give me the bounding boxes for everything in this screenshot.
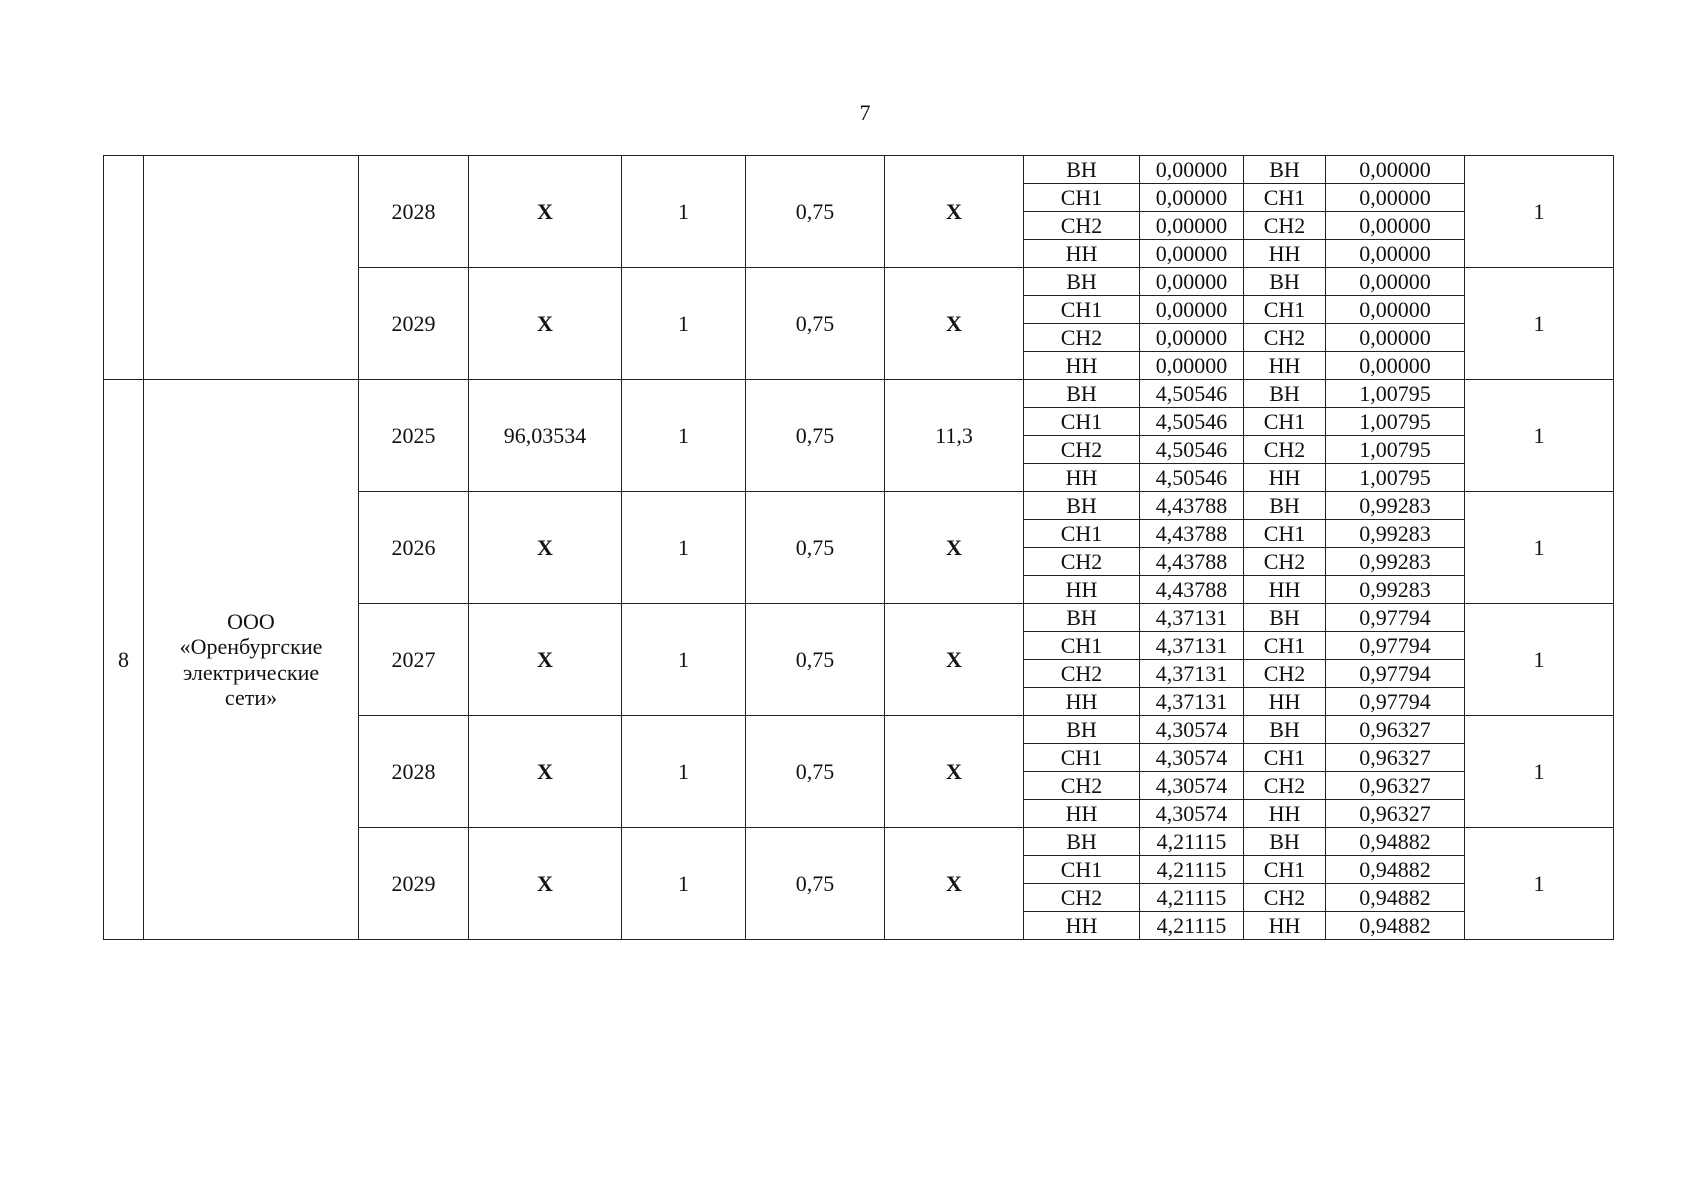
coefficient-cell: 1 — [1465, 604, 1614, 716]
value-cell-1: X — [469, 268, 622, 380]
year-cell: 2028 — [359, 156, 469, 268]
value-cell-4: 11,3 — [885, 380, 1024, 492]
voltage-level-label: СН1 — [1244, 856, 1326, 884]
tariff-value: 0,99283 — [1326, 576, 1465, 604]
voltage-level-label: СН1 — [1244, 520, 1326, 548]
voltage-level-label: СН2 — [1024, 212, 1140, 240]
row-number-cell: 8 — [104, 380, 144, 940]
tariff-value: 0,94882 — [1326, 912, 1465, 940]
value-cell-2: 1 — [622, 380, 746, 492]
voltage-level-label: НН — [1244, 352, 1326, 380]
voltage-level-label: ВН — [1244, 716, 1326, 744]
value-cell-2: 1 — [622, 716, 746, 828]
voltage-level-label: НН — [1244, 576, 1326, 604]
voltage-level-label: СН2 — [1244, 772, 1326, 800]
voltage-level-label: СН1 — [1244, 744, 1326, 772]
voltage-level-label: НН — [1024, 240, 1140, 268]
value-cell-2: 1 — [622, 828, 746, 940]
tariff-value: 0,97794 — [1326, 688, 1465, 716]
tariff-value: 4,50546 — [1140, 380, 1244, 408]
tariff-value: 0,00000 — [1326, 156, 1465, 184]
voltage-level-label: СН1 — [1024, 184, 1140, 212]
voltage-level-label: НН — [1024, 912, 1140, 940]
voltage-level-label: СН1 — [1024, 296, 1140, 324]
tariff-table — [103, 155, 1614, 940]
voltage-level-label: ВН — [1244, 380, 1326, 408]
organization-cell — [144, 156, 359, 380]
voltage-level-label: НН — [1024, 800, 1140, 828]
value-cell-1: X — [469, 156, 622, 268]
value-cell-4: X — [885, 156, 1024, 268]
voltage-level-label: СН2 — [1024, 884, 1140, 912]
value-cell-3: 0,75 — [746, 156, 885, 268]
tariff-value: 1,00795 — [1326, 436, 1465, 464]
value-cell-1: X — [469, 828, 622, 940]
voltage-level-label: СН2 — [1244, 324, 1326, 352]
voltage-level-label: СН1 — [1244, 184, 1326, 212]
voltage-level-label: СН2 — [1024, 548, 1140, 576]
tariff-value: 0,00000 — [1326, 240, 1465, 268]
tariff-value: 0,00000 — [1326, 296, 1465, 324]
coefficient-cell: 1 — [1465, 492, 1614, 604]
value-cell-1: X — [469, 492, 622, 604]
tariff-value: 1,00795 — [1326, 380, 1465, 408]
voltage-level-label: ВН — [1024, 604, 1140, 632]
tariff-value: 1,00795 — [1326, 408, 1465, 436]
coefficient-cell: 1 — [1465, 716, 1614, 828]
tariff-value: 0,99283 — [1326, 520, 1465, 548]
table-row — [104, 156, 1614, 184]
organization-name-line: электрические — [182, 659, 320, 685]
tariff-value: 0,96327 — [1326, 772, 1465, 800]
tariff-value: 0,96327 — [1326, 800, 1465, 828]
voltage-level-label: СН1 — [1244, 408, 1326, 436]
voltage-level-label: СН1 — [1244, 632, 1326, 660]
voltage-level-label: СН2 — [1244, 212, 1326, 240]
voltage-level-label: НН — [1244, 464, 1326, 492]
value-cell-2: 1 — [622, 604, 746, 716]
voltage-level-label: СН2 — [1024, 324, 1140, 352]
year-cell: 2027 — [359, 604, 469, 716]
tariff-value: 0,00000 — [1140, 296, 1244, 324]
voltage-level-label: ВН — [1244, 492, 1326, 520]
voltage-level-label: ВН — [1024, 380, 1140, 408]
value-cell-3: 0,75 — [746, 716, 885, 828]
tariff-value: 4,30574 — [1140, 800, 1244, 828]
tariff-value: 4,30574 — [1140, 772, 1244, 800]
value-cell-2: 1 — [622, 492, 746, 604]
value-cell-4: X — [885, 604, 1024, 716]
tariff-value: 0,00000 — [1140, 352, 1244, 380]
value-cell-1: X — [469, 604, 622, 716]
tariff-value: 0,97794 — [1326, 604, 1465, 632]
tariff-value: 0,94882 — [1326, 856, 1465, 884]
value-cell-4: X — [885, 492, 1024, 604]
page-number: 7 — [859, 100, 871, 125]
voltage-level-label: ВН — [1244, 156, 1326, 184]
voltage-level-label: НН — [1024, 688, 1140, 716]
voltage-level-label: СН2 — [1024, 660, 1140, 688]
organization-name-line: ООО — [227, 608, 275, 634]
table-row — [104, 380, 1614, 408]
tariff-value: 4,37131 — [1140, 660, 1244, 688]
voltage-level-label: НН — [1024, 576, 1140, 604]
tariff-value: 0,94882 — [1326, 884, 1465, 912]
value-cell-4: X — [885, 716, 1024, 828]
tariff-value: 0,97794 — [1326, 660, 1465, 688]
voltage-level-label: СН1 — [1024, 408, 1140, 436]
voltage-level-label: СН1 — [1024, 520, 1140, 548]
voltage-level-label: ВН — [1244, 268, 1326, 296]
value-cell-1: X — [469, 716, 622, 828]
value-cell-1: 96,03534 — [469, 380, 622, 492]
tariff-value: 4,43788 — [1140, 548, 1244, 576]
year-cell: 2026 — [359, 492, 469, 604]
value-cell-3: 0,75 — [746, 268, 885, 380]
coefficient-cell: 1 — [1465, 268, 1614, 380]
value-cell-2: 1 — [622, 268, 746, 380]
voltage-level-label: ВН — [1244, 828, 1326, 856]
voltage-level-label: СН1 — [1244, 296, 1326, 324]
tariff-value: 4,43788 — [1140, 576, 1244, 604]
organization-name-line: сети» — [224, 684, 278, 710]
tariff-value: 4,37131 — [1140, 632, 1244, 660]
row-number-cell — [104, 156, 144, 380]
tariff-value: 4,43788 — [1140, 492, 1244, 520]
tariff-value: 4,30574 — [1140, 716, 1244, 744]
voltage-level-label: ВН — [1024, 156, 1140, 184]
tariff-value: 4,21115 — [1140, 912, 1244, 940]
tariff-value: 4,30574 — [1140, 744, 1244, 772]
tariff-value: 0,00000 — [1140, 324, 1244, 352]
tariff-value: 0,00000 — [1140, 212, 1244, 240]
voltage-level-label: ВН — [1024, 828, 1140, 856]
tariff-value: 0,00000 — [1140, 184, 1244, 212]
value-cell-3: 0,75 — [746, 828, 885, 940]
year-cell: 2029 — [359, 828, 469, 940]
voltage-level-label: СН1 — [1024, 856, 1140, 884]
voltage-level-label: СН2 — [1244, 660, 1326, 688]
year-cell: 2025 — [359, 380, 469, 492]
tariff-value: 4,50546 — [1140, 436, 1244, 464]
coefficient-cell: 1 — [1465, 156, 1614, 268]
tariff-value: 0,00000 — [1326, 212, 1465, 240]
voltage-level-label: ВН — [1024, 492, 1140, 520]
table-body — [104, 156, 1614, 940]
tariff-value: 0,00000 — [1140, 156, 1244, 184]
tariff-value: 0,00000 — [1140, 240, 1244, 268]
value-cell-3: 0,75 — [746, 604, 885, 716]
voltage-level-label: ВН — [1024, 716, 1140, 744]
organization-cell — [144, 380, 359, 940]
tariff-value: 0,00000 — [1326, 184, 1465, 212]
value-cell-3: 0,75 — [746, 492, 885, 604]
tariff-value: 4,50546 — [1140, 464, 1244, 492]
tariff-value: 4,21115 — [1140, 856, 1244, 884]
value-cell-2: 1 — [622, 156, 746, 268]
voltage-level-label: ВН — [1024, 268, 1140, 296]
voltage-level-label: СН1 — [1024, 632, 1140, 660]
voltage-level-label: НН — [1244, 912, 1326, 940]
voltage-level-label: СН2 — [1024, 436, 1140, 464]
value-cell-4: X — [885, 828, 1024, 940]
tariff-value: 4,21115 — [1140, 884, 1244, 912]
voltage-level-label: СН2 — [1244, 548, 1326, 576]
tariff-value: 0,00000 — [1326, 324, 1465, 352]
coefficient-cell: 1 — [1465, 828, 1614, 940]
tariff-value: 4,21115 — [1140, 828, 1244, 856]
tariff-value: 0,94882 — [1326, 828, 1465, 856]
year-cell: 2029 — [359, 268, 469, 380]
tariff-value: 0,00000 — [1326, 352, 1465, 380]
tariff-value: 1,00795 — [1326, 464, 1465, 492]
voltage-level-label: НН — [1244, 800, 1326, 828]
voltage-level-label: ВН — [1244, 604, 1326, 632]
tariff-value: 4,43788 — [1140, 520, 1244, 548]
tariff-value: 0,00000 — [1140, 268, 1244, 296]
voltage-level-label: СН2 — [1024, 772, 1140, 800]
tariff-value: 4,37131 — [1140, 688, 1244, 716]
voltage-level-label: НН — [1024, 464, 1140, 492]
voltage-level-label: НН — [1244, 688, 1326, 716]
voltage-level-label: СН1 — [1024, 744, 1140, 772]
voltage-level-label: НН — [1244, 240, 1326, 268]
tariff-value: 4,37131 — [1140, 604, 1244, 632]
tariff-value: 4,50546 — [1140, 408, 1244, 436]
tariff-value: 0,00000 — [1326, 268, 1465, 296]
tariff-value: 0,96327 — [1326, 716, 1465, 744]
year-cell: 2028 — [359, 716, 469, 828]
tariff-value: 0,99283 — [1326, 548, 1465, 576]
tariff-value: 0,96327 — [1326, 744, 1465, 772]
value-cell-4: X — [885, 268, 1024, 380]
organization-name-line: «Оренбургские — [179, 634, 323, 660]
tariff-value: 0,97794 — [1326, 632, 1465, 660]
voltage-level-label: СН2 — [1244, 884, 1326, 912]
coefficient-cell: 1 — [1465, 380, 1614, 492]
voltage-level-label: НН — [1024, 352, 1140, 380]
value-cell-3: 0,75 — [746, 380, 885, 492]
voltage-level-label: СН2 — [1244, 436, 1326, 464]
tariff-value: 0,99283 — [1326, 492, 1465, 520]
